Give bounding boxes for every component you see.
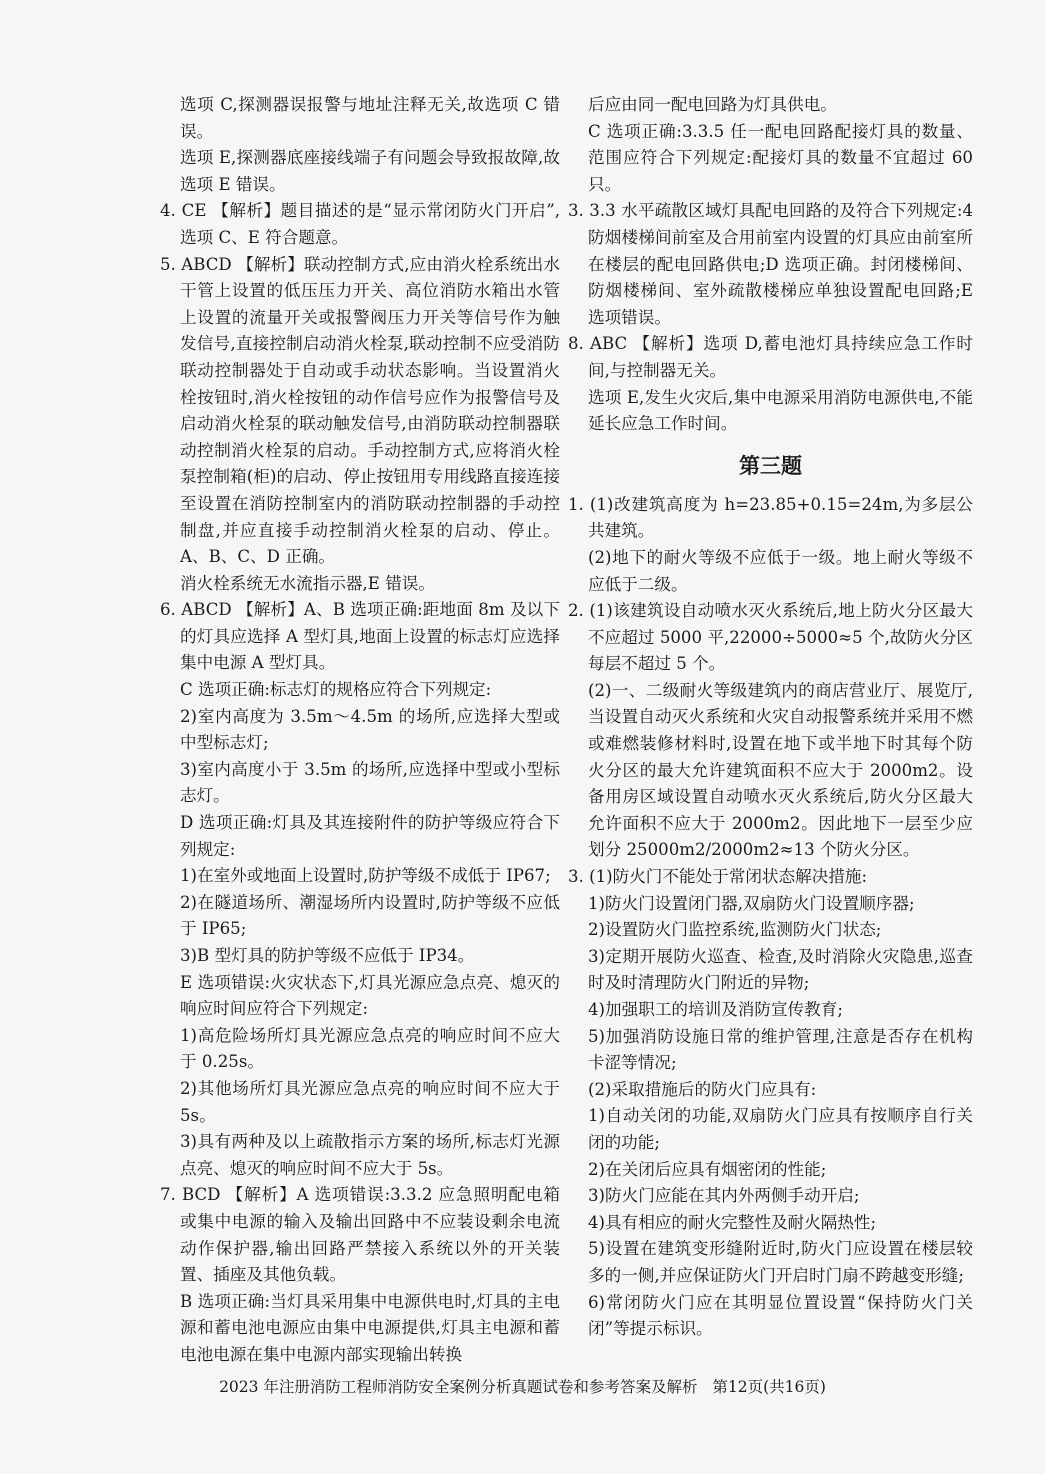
- section-heading: 第三题: [739, 453, 802, 478]
- paragraph: 1)防火门设置闭门器,双扇防火门设置顺序器;: [588, 893, 915, 913]
- paragraph: 1)自动关闭的功能,双扇防火门应具有按顺序自行关闭的功能;: [588, 1106, 973, 1152]
- paragraph: (2)采取措施后的防火门应具有:: [588, 1079, 817, 1099]
- paragraph: 4)具有相应的耐火完整性及耐火隔热性;: [588, 1212, 877, 1232]
- paragraph: 2)设置防火门监控系统,监测防火门状态;: [588, 920, 882, 940]
- paragraph: 1)在室外或地面上设置时,防护等级不成低于 IP67;: [180, 866, 551, 886]
- paragraph: 7. BCD 【解析】A 选项错误:3.3.2 应急照明配电箱或集中电源的输入及输出回路中不应装设剩余电流动作保护器,输出回路严禁接入系统以外的开关装置、插座及其他负载。: [160, 1185, 560, 1285]
- paragraph: 选项 C,探测器误报警与地址注释无关,故选项 C 错误。: [180, 95, 560, 141]
- paragraph: 4. CE 【解析】题目描述的是“显示常闭防火门开启”,选项 C、E 符合题意。: [160, 201, 560, 247]
- paragraph: 2)在隧道场所、潮湿场所内设置时,防护等级不应低于 IP65;: [180, 892, 560, 939]
- paragraph: (2)一、二级耐火等级建筑内的商店营业厅、展览厅,当设置自动灭火系统和火灾自动报警系统并采用不燃或难燃装修材料时,设置在地下或半地下时其每个防火分区的最大允许建筑面积不应大于 2000m2。设备用房区域设置自动喷水灭火系统后,防火分区最大允许面积不应大于 2000m2。因此地下一层至少应划分 25000m2/2000m2≈13 个防火分区。: [588, 680, 973, 860]
- paragraph: B 选项正确:当灯具采用集中电源供电时,灯具的主电源和蓄电池电源应由集中电源提供,灯具主电源和蓄电池电源在集中电源内部实现输出转换: [180, 1291, 560, 1364]
- paragraph: 1. (1)改建筑高度为 h=23.85+0.15=24m,为多层公共建筑。: [568, 494, 973, 541]
- paragraph: 4)加强职工的培训及消防宣传教育;: [588, 1000, 843, 1019]
- paragraph: 8. ABC 【解析】选项 D,蓄电池灯具持续应急工作时间,与控制器无关。: [568, 334, 973, 380]
- paragraph: 6)常闭防火门应在其明显位置设置“保持防火门关闭”等提示标识。: [588, 1292, 973, 1339]
- paragraph: 2. (1)该建筑设自动喷水灭火系统后,地上防火分区最大不应超过 5000 平,22000÷5000≈5 个,故防火分区每层不超过 5 个。: [568, 601, 973, 674]
- paragraph: 3)定期开展防火巡查、检查,及时消除火灾隐患,巡查时及时清理防火门附近的异物;: [588, 946, 973, 993]
- paragraph: 3. (1)防火门不能处于常闭状态解决措施:: [568, 867, 868, 887]
- paragraph: 2)在关闭后应具有烟密闭的性能;: [588, 1159, 827, 1179]
- paragraph: 1)高危险场所灯具光源应急点亮的响应时间不应大于 0.25s。: [180, 1025, 560, 1072]
- paragraph: 消火栓系统无水流指示器,E 错误。: [180, 573, 435, 593]
- paragraph: E 选项错误:火灾状态下,灯具光源应急点亮、熄灭的响应时间应符合下列规定:: [180, 972, 560, 1019]
- paragraph: 后应由同一配电回路为灯具供电。: [588, 95, 837, 114]
- page-footer: [0, 1376, 1045, 1398]
- paragraph: 6. ABCD 【解析】A、B 选项正确:距地面 8m 及以下的灯具应选择 A 型灯具,地面上设置的标志灯应选择集中电源 A 型灯具。: [160, 600, 560, 673]
- right-column: [568, 92, 973, 1343]
- paragraph: 3. 3.3 水平疏散区域灯具配电回路的及符合下列规定:4 防烟楼梯间前室及合用前室内设置的灯具应由前室所在楼层的配电回路供电;D 选项正确。封闭楼梯间、防烟楼梯间、室外疏散楼梯应单独设置配电回路;E 选项错误。: [568, 201, 973, 327]
- paragraph: 选项 E,探测器底座接线端子有问题会导致报故障,故选项 E 错误。: [180, 148, 560, 194]
- paragraph: D 选项正确:灯具及其连接附件的防护等级应符合下列规定:: [180, 813, 560, 859]
- paragraph: 3)室内高度小于 3.5m 的场所,应选择中型或小型标志灯。: [180, 759, 560, 806]
- paragraph: 选项 E,发生火灾后,集中电源采用消防电源供电,不能延长应急工作时间。: [588, 387, 973, 434]
- paragraph: 5. ABCD 【解析】联动控制方式,应由消火栓系统出水干管上设置的低压压力开关、高位消防水箱出水管上设置的流量开关或报警阀压力开关等信号作为触发信号,直接控制启动消火栓泵,联动控制不应受消防联动控制器处于自动或手动状态影响。当设置消火栓按钮时,消火栓按钮的动作信号应作为报警信号及启动消火栓泵的联动触发信号,由消防联动控制器联动控制消火栓泵的启动。手动控制方式,应将消火栓泵控制箱(柜)的启动、停止按钮用专用线路直接连接至设置在消防控制室内的消防联动控制器的手动控制盘,并应直接手动控制消火栓泵的启动、停止。A、B、C、D 正确。: [160, 254, 560, 567]
- paragraph: (2)地下的耐火等级不应低于一级。地上耐火等级不应低于二级。: [588, 547, 973, 594]
- footer-title: 2023 年注册消防工程师消防安全案例分析真题试卷和参考答案及解析: [219, 1378, 698, 1396]
- paragraph: 2)其他场所灯具光源应急点亮的响应时间不应大于 5s。: [180, 1078, 560, 1125]
- paragraph: 2)室内高度为 3.5m～4.5m 的场所,应选择大型或中型标志灯;: [180, 706, 560, 753]
- paragraph: 3)B 型灯具的防护等级不应低于 IP34。: [180, 946, 475, 965]
- paragraph: C 选项正确:标志灯的规格应符合下列规定:: [180, 680, 492, 700]
- paragraph: 5)设置在建筑变形缝附近时,防火门应设置在楼层较多的一侧,并应保证防火门开启时门扇不跨越变形缝;: [588, 1239, 973, 1285]
- footer-page-number: 第12页(共16页): [712, 1378, 826, 1396]
- left-column: [160, 92, 560, 1369]
- paragraph: 3)具有两种及以上疏散指示方案的场所,标志灯光源点亮、熄灭的响应时间不应大于 5s。: [180, 1132, 560, 1178]
- paragraph: C 选项正确:3.3.5 任一配电回路配接灯具的数量、范围应符合下列规定:配接灯具的数量不宜超过 60 只。: [588, 121, 973, 194]
- paragraph: 3)防火门应能在其内外两侧手动开启;: [588, 1186, 860, 1206]
- paragraph: 5)加强消防设施日常的维护管理,注意是否存在机构卡涩等情况;: [588, 1026, 973, 1073]
